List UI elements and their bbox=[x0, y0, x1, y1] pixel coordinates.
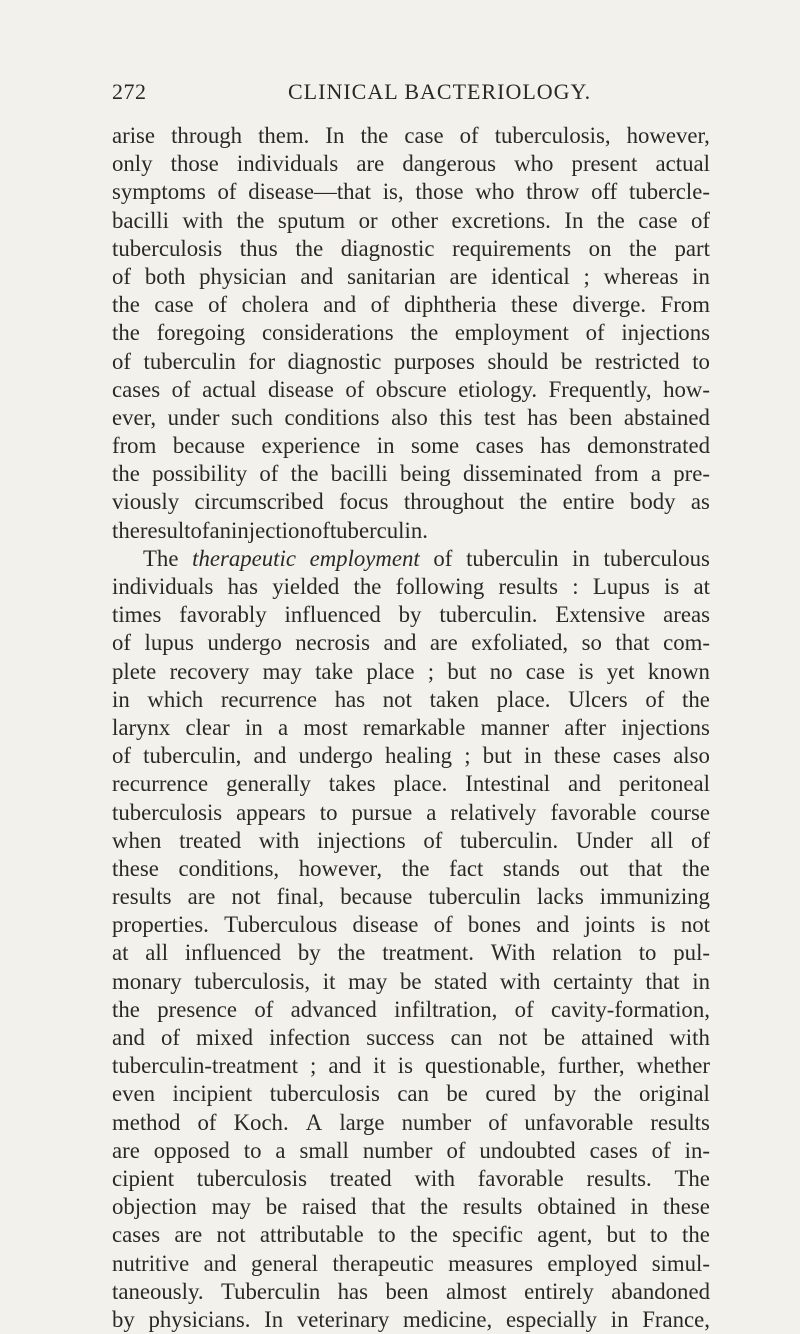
text-line: when treated with injections of tuberculin. Under all of bbox=[112, 827, 710, 853]
text-line: monary tuberculosis, it may be stated with certainty that in bbox=[112, 968, 710, 994]
text-line: only those individuals are dangerous who present actual bbox=[112, 151, 710, 177]
text-line: cases of actual disease of obscure etiology. Frequently, how- bbox=[112, 376, 710, 402]
running-title: CLINICAL BACTERIOLOGY. bbox=[288, 79, 592, 104]
text-line: objection may be raised that the results obtained in these bbox=[112, 1194, 710, 1220]
text-line: individuals has yielded the following results : Lupus is at bbox=[112, 574, 710, 599]
text-line: from because experience in some cases has demonstrated bbox=[112, 433, 710, 459]
text-line: method of Koch. A large number of unfavorable results bbox=[112, 1109, 710, 1135]
emphasis-text: employment bbox=[309, 545, 420, 571]
text-line: nutritive and general therapeutic measures employed simul- bbox=[112, 1250, 710, 1276]
text-line: ever, under such conditions also this test has been abstained bbox=[112, 404, 710, 430]
text-line: the presence of advanced infiltration, of cavity-formation, bbox=[112, 996, 710, 1022]
text-line: taneously. Tuberculin has been almost entirely abandoned bbox=[112, 1278, 710, 1304]
text-line: results are not final, because tuberculin lacks immunizing bbox=[112, 884, 710, 910]
page-number: 272 bbox=[112, 79, 147, 104]
text-line: these conditions, however, the fact stands out that the bbox=[112, 855, 710, 881]
text-line: the result of an injection of tuberculin. bbox=[112, 517, 428, 543]
text-line: viously circumscribed focus throughout the entire body as bbox=[112, 489, 710, 515]
text-line: the foregoing considerations the employment of injections bbox=[112, 320, 710, 346]
text-line: the possibility of the bacilli being disseminated from a pre- bbox=[112, 461, 710, 487]
emphasis-text: therapeutic bbox=[192, 545, 296, 571]
text-line: arise through them. In the case of tuberculosis, however, bbox=[112, 123, 710, 148]
text-line: recurrence generally takes place. Intestinal and peritoneal bbox=[112, 771, 710, 797]
text-line: the case of cholera and of diphtheria these diverge. From bbox=[112, 292, 710, 318]
text-line: of lupus undergo necrosis and are exfoliated, so that com- bbox=[112, 630, 710, 656]
text-line: and of mixed infection success can not be attained with bbox=[112, 1025, 710, 1050]
text-line: tuberculosis thus the diagnostic requirements on the part bbox=[112, 235, 710, 261]
text-line: of tuberculin for diagnostic purposes should be restricted to bbox=[112, 348, 710, 374]
text-line: plete recovery may take place ; but no case is yet known bbox=[112, 658, 710, 684]
text-line: times favorably influenced by tuberculin. Extensive areas bbox=[112, 602, 710, 628]
text-line: are opposed to a small number of undoubted cases of in- bbox=[112, 1137, 710, 1163]
page-header bbox=[0, 79, 800, 109]
text-line: in which recurrence has not taken place. Ulcers of the bbox=[112, 686, 710, 712]
text-line: bacilli with the sputum or other excretions. In the case of bbox=[112, 207, 710, 233]
text-line: cipient tuberculosis treated with favorable results. The bbox=[112, 1165, 710, 1191]
body-text bbox=[112, 122, 710, 1334]
text-line: by physicians. In veterinary medicine, especially in France, bbox=[112, 1306, 710, 1332]
text-line: of both physician and sanitarian are identical ; whereas in bbox=[112, 263, 710, 289]
text-line: tuberculin-treatment ; and it is questionable, further, whether bbox=[112, 1053, 710, 1079]
text-line: symptoms of disease—that is, those who throw off tubercle- bbox=[112, 179, 710, 205]
text-line: tuberculosis appears to pursue a relatively favorable course bbox=[112, 799, 710, 825]
text-line: even incipient tuberculosis can be cured by the original bbox=[112, 1081, 710, 1107]
text-line: at all influenced by the treatment. With relation to pul- bbox=[112, 940, 710, 966]
text-line: The therapeutic employment of tuberculin in tuberculous bbox=[112, 545, 710, 573]
text-line: properties. Tuberculous disease of bones and joints is not bbox=[112, 912, 710, 938]
text-line: of tuberculin, and undergo healing ; but in these cases also bbox=[112, 743, 710, 769]
text-line: cases are not attributable to the specific agent, but to the bbox=[112, 1222, 710, 1248]
text-line: larynx clear in a most remarkable manner after injections bbox=[112, 714, 710, 740]
